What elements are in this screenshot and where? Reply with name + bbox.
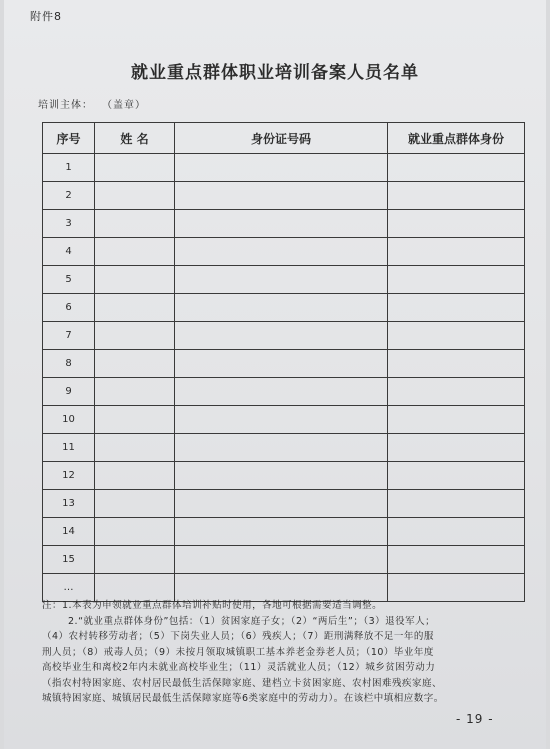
table-row [43, 546, 525, 574]
name-cell [95, 210, 175, 238]
note-line: （4）农村转移劳动者；（5）下岗失业人员；（6）残疾人；（7）距刑满释放不足一年的服 [42, 631, 434, 642]
page-title: 就业重点群体职业培训备案人员名单 [131, 63, 419, 83]
row-index: 7 [43, 322, 95, 350]
table-row [43, 378, 525, 406]
id-number-cell [175, 182, 388, 210]
row-index: 3 [43, 210, 95, 238]
table-row [43, 518, 525, 546]
name-cell [95, 182, 175, 210]
header-index: 序号 [43, 123, 95, 154]
row-index: 15 [43, 546, 95, 574]
id-number-cell [175, 546, 388, 574]
page-number: - 19 - [456, 712, 494, 726]
id-number-cell [175, 154, 388, 182]
row-index: 10 [43, 406, 95, 434]
name-cell [95, 238, 175, 266]
header-group-identity: 就业重点群体身份 [388, 123, 525, 154]
table-row [43, 154, 525, 182]
group-identity-cell [388, 266, 525, 294]
name-cell [95, 462, 175, 490]
training-org-row [38, 96, 160, 111]
name-cell [95, 406, 175, 434]
table-row [43, 238, 525, 266]
group-identity-cell [388, 182, 525, 210]
row-index: 4 [43, 238, 95, 266]
group-identity-cell [388, 238, 525, 266]
row-index: 12 [43, 462, 95, 490]
table-row [43, 350, 525, 378]
roster-table [42, 122, 525, 602]
training-org-label: 培训主体： [38, 100, 93, 111]
name-cell [95, 434, 175, 462]
group-identity-cell [388, 546, 525, 574]
name-cell [95, 518, 175, 546]
row-index: 9 [43, 378, 95, 406]
id-number-cell [175, 350, 388, 378]
note-line: 高校毕业生和离校2年内未就业高校毕业生；（11）灵活就业人员；（12）城乡贫困劳动力 [42, 662, 436, 673]
name-cell [95, 322, 175, 350]
group-identity-cell [388, 490, 525, 518]
group-identity-cell [388, 210, 525, 238]
table-row [43, 266, 525, 294]
id-number-cell [175, 238, 388, 266]
id-number-cell [175, 210, 388, 238]
note-line: 2.“就业重点群体身份”包括：（1）贫困家庭子女；（2）“两后生”；（3）退役军人； [68, 615, 436, 627]
group-identity-cell [388, 518, 525, 546]
group-identity-cell [388, 462, 525, 490]
id-number-cell [175, 518, 388, 546]
id-number-cell [175, 322, 388, 350]
document-page [4, 0, 546, 749]
row-index: 1 [43, 154, 95, 182]
table-row [43, 322, 525, 350]
header-name: 姓 名 [95, 123, 175, 154]
name-cell [95, 294, 175, 322]
id-number-cell [175, 378, 388, 406]
note-line: 注：1.本表为申领就业重点群体培训补贴时使用，各地可根据需要适当调整。 [42, 600, 383, 611]
table-row [43, 434, 525, 462]
name-cell [95, 350, 175, 378]
roster-body [43, 154, 525, 602]
group-identity-cell [388, 350, 525, 378]
attachment-label: 附件8 [30, 10, 62, 23]
id-number-cell [175, 462, 388, 490]
note-line: （指农村特困家庭、农村居民最低生活保障家庭、建档立卡贫困家庭、农村困难残疾家庭、 [42, 677, 443, 689]
table-row [43, 490, 525, 518]
name-cell [95, 546, 175, 574]
name-cell [95, 490, 175, 518]
group-identity-cell [388, 294, 525, 322]
row-index: 13 [43, 490, 95, 518]
table-row [43, 210, 525, 238]
row-index: 6 [43, 294, 95, 322]
table-row [43, 182, 525, 210]
table-header-row [43, 123, 525, 154]
id-number-cell [175, 490, 388, 518]
table-row [43, 462, 525, 490]
note-line: 城镇特困家庭、城镇居民最低生活保障家庭等6类家庭中的劳动力）。在该栏中填相应数字。 [42, 693, 444, 704]
name-cell [95, 266, 175, 294]
notes [42, 598, 530, 707]
name-cell [95, 154, 175, 182]
id-number-cell [175, 406, 388, 434]
row-index: 5 [43, 266, 95, 294]
group-identity-cell [388, 406, 525, 434]
name-cell [95, 378, 175, 406]
table-row [43, 406, 525, 434]
row-index: … [43, 574, 95, 602]
seal-label: （盖章） [107, 100, 146, 111]
note-line: 刑人员；（8）戒毒人员；（9）未按月领取城镇职工基本养老金券老人员；（10）毕业年度 [42, 646, 434, 658]
header-id-number: 身份证号码 [175, 123, 388, 154]
table-row [43, 294, 525, 322]
row-index: 2 [43, 182, 95, 210]
group-identity-cell [388, 378, 525, 406]
row-index: 14 [43, 518, 95, 546]
group-identity-cell [388, 434, 525, 462]
id-number-cell [175, 434, 388, 462]
id-number-cell [175, 294, 388, 322]
id-number-cell [175, 266, 388, 294]
group-identity-cell [388, 154, 525, 182]
group-identity-cell [388, 322, 525, 350]
row-index: 8 [43, 350, 95, 378]
row-index: 11 [43, 434, 95, 462]
